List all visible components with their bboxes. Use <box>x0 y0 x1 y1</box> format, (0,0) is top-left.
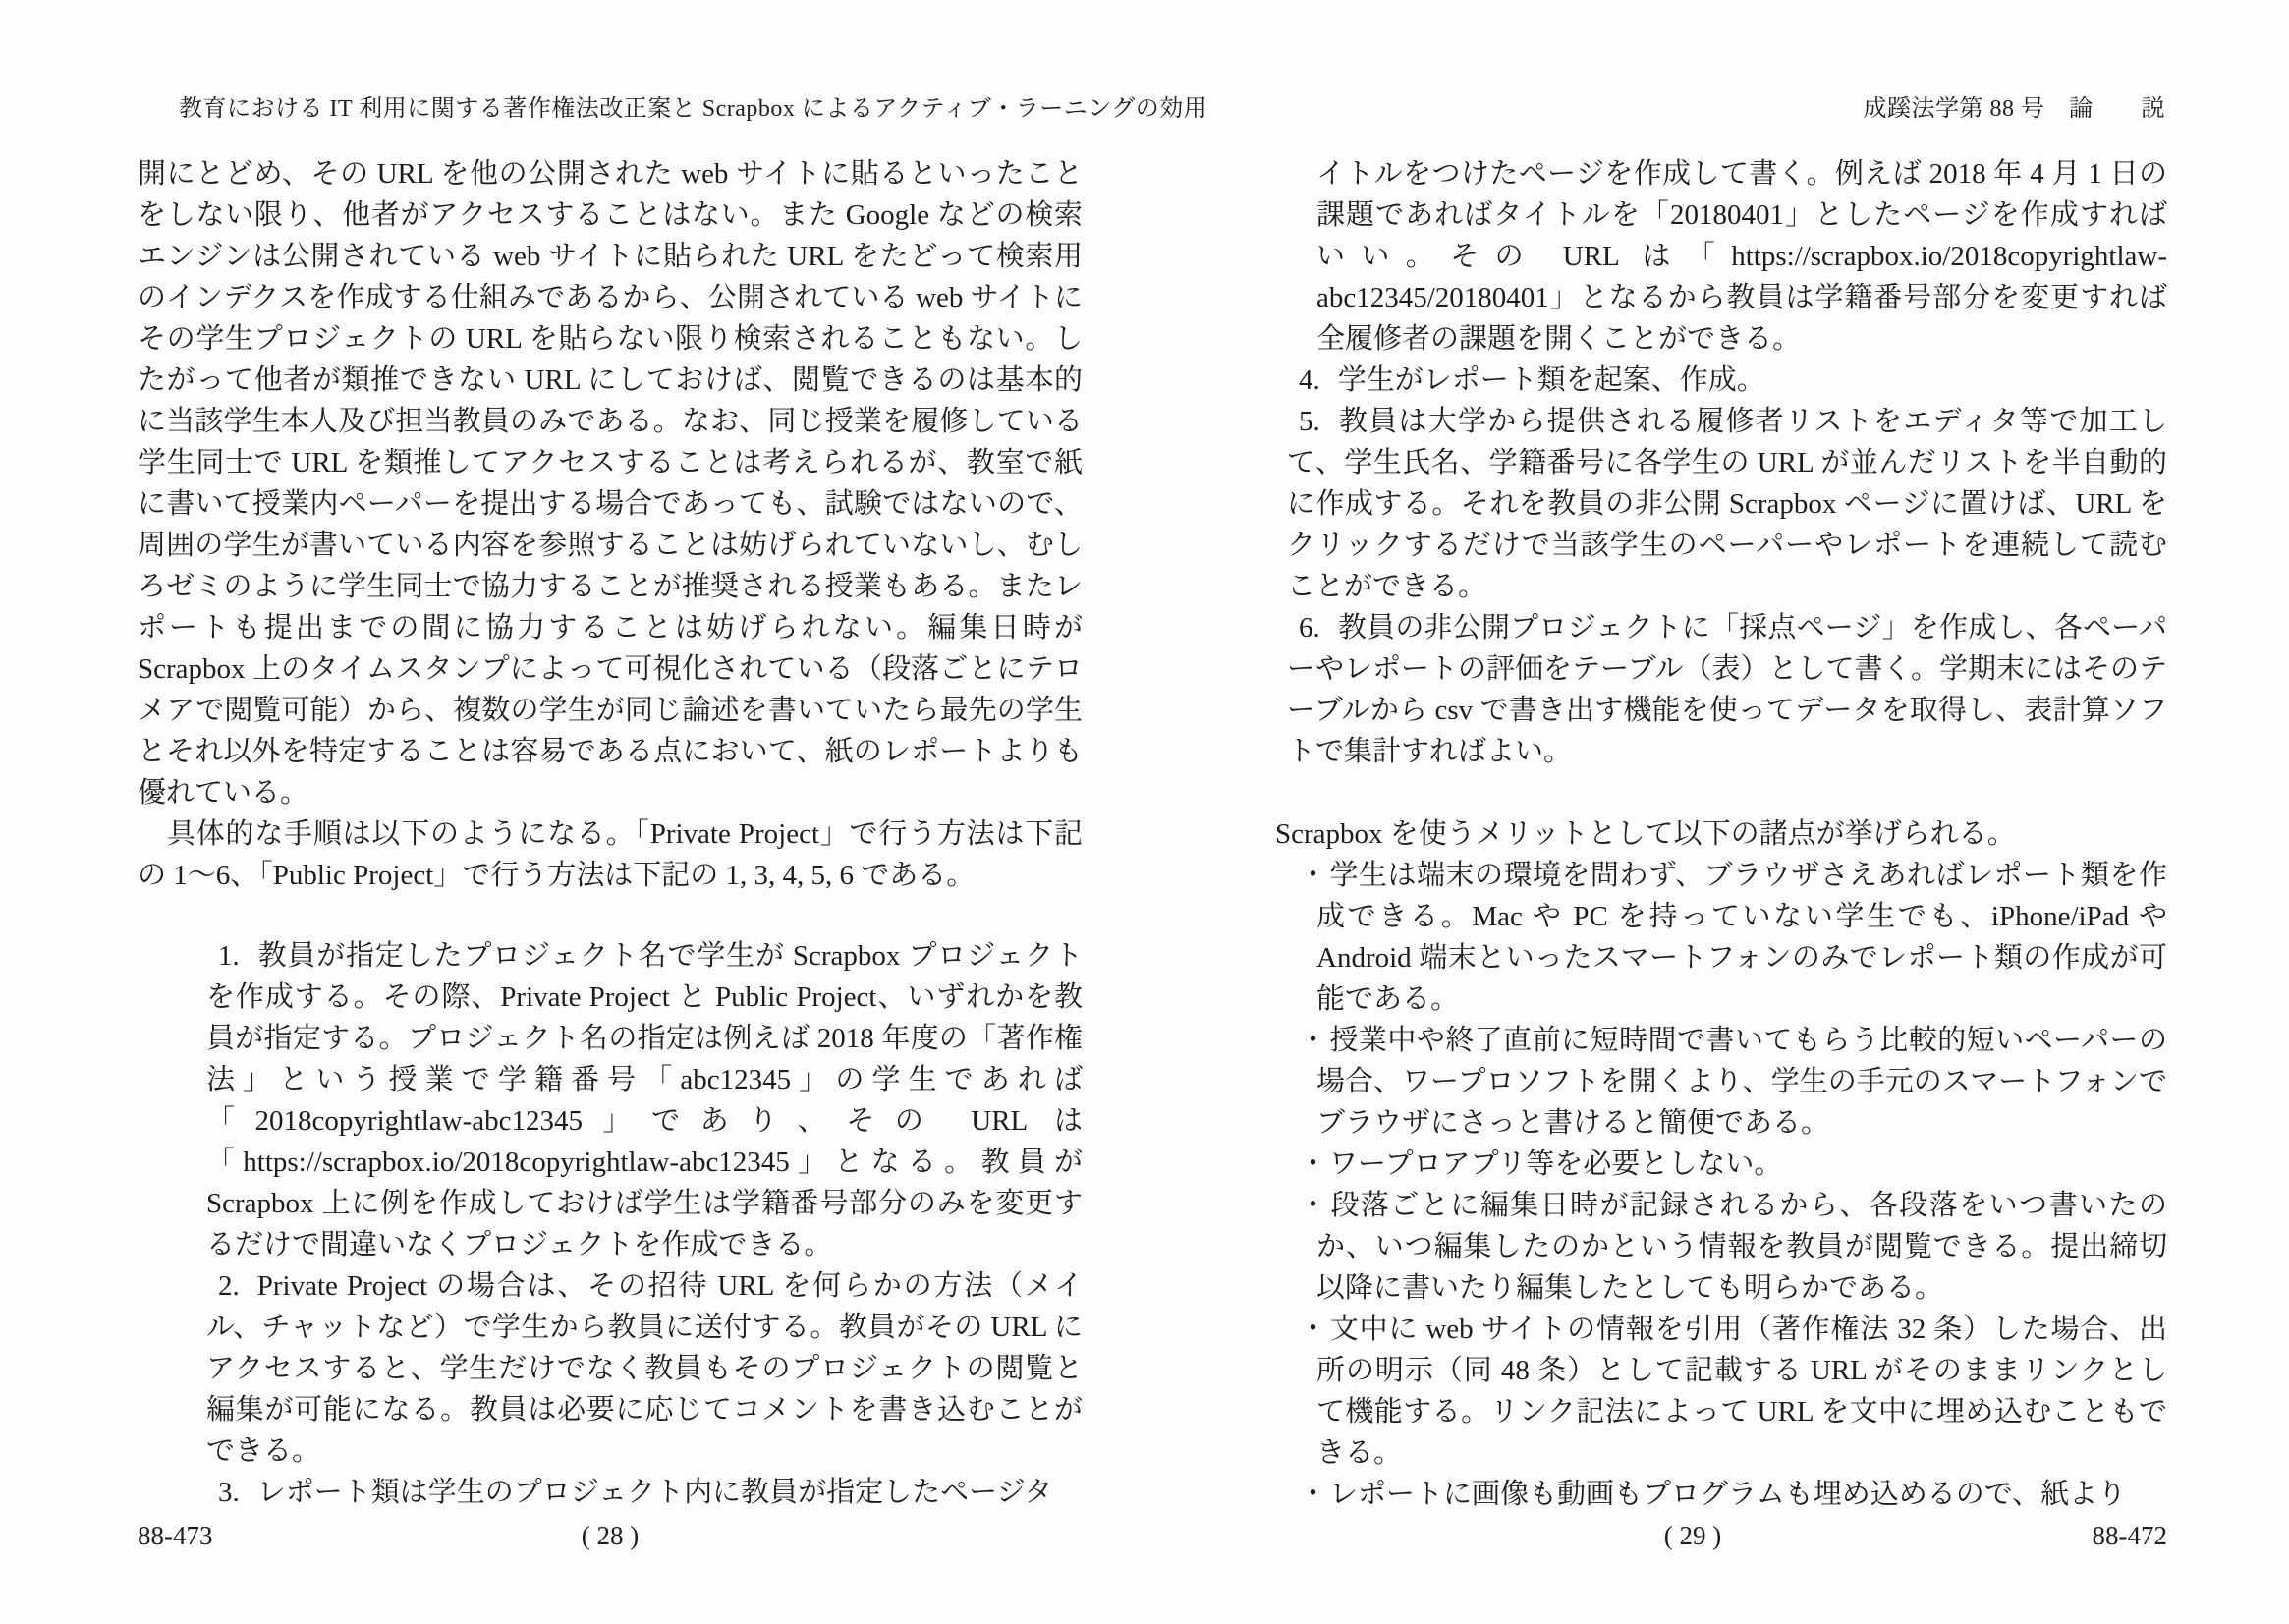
list-item-text: レポート類は学生のプロジェクト内に教員が指定したページタ <box>256 1477 1053 1508</box>
list-number: 6. <box>1299 612 1320 644</box>
right-page-footer <box>1218 1516 2167 1555</box>
list-item <box>206 935 1083 1265</box>
article-number: 88-473 <box>138 1521 213 1550</box>
left-page <box>138 0 1208 1624</box>
list-number: 3. <box>218 1477 240 1508</box>
list-item-text: 学生がレポート類を起案、作成。 <box>1337 364 1765 396</box>
merit-bullet-list <box>1218 855 2167 1515</box>
list-number: 1. <box>218 940 240 972</box>
list-item <box>1287 360 2167 401</box>
bullet-text: レポートに画像も動画もプログラムも埋め込めるので、紙より <box>1329 1479 2127 1510</box>
bullet-marker: ・ <box>1299 1025 1328 1056</box>
right-running-head: 成蹊法学第 88 号 論 説 <box>1863 96 2165 122</box>
bullet-text: 授業中や終了直前に短時間で書いてもらう比較的短いペーパーの場合、ワープロソフトを開くより、学生の手元のスマートフォンでブラウザにさっと書けると簡便である。 <box>1316 1025 2167 1139</box>
list-item <box>206 1265 1083 1472</box>
procedure-list-continued <box>1218 360 2167 772</box>
list-item-text: 教員の非公開プロジェクトに「採点ページ」を作成し、各ペーパーやレポートの評価をテーブル（表）として書く。学期末にはそのテーブルから csv で書き出す機能を使ってデータを取得し、表計算ソフトで集計すればよい。 <box>1287 612 2167 767</box>
left-body-text <box>138 153 1083 1513</box>
list-item <box>1287 607 2167 772</box>
paragraph-merits-intro: Scrapbox を使うメリットとして以下の諸点が挙げられる。 <box>1275 818 2016 850</box>
list-item-continuation: イトルをつけたページを作成して書く。例えば 2018 年 4 月 1 日の課題であればタイトルを「20180401」としたページを作成すればいい。その URL は「https://scrapbox.io/2018copyrightlaw-abc12345/20180401」となるから教員は学籍番号部分を変更すれば全履修者の課題を開くことができる。 <box>1316 158 2167 355</box>
bullet-text: 学生は端末の環境を問わず、ブラウザさえあればレポート類を作成できる。Mac や PC を持っていない学生でも、iPhone/iPad や Android 端末といったスマートフォンのみでレポート類の作成が可能である。 <box>1316 860 2167 1015</box>
bullet-item <box>1299 1020 2167 1144</box>
article-number: 88-472 <box>2092 1521 2167 1550</box>
bullet-item <box>1299 855 2167 1020</box>
paragraph-procedure-intro: 具体的な手順は以下のようになる。「Private Project」で行う方法は下記の 1～6、「Public Project」で行う方法は下記の 1, 3, 4, 5, 6 である。 <box>138 818 1083 891</box>
bullet-marker: ・ <box>1299 1148 1328 1180</box>
bullet-marker: ・ <box>1299 860 1328 891</box>
list-number: 4. <box>1299 364 1320 396</box>
procedure-list <box>138 935 1083 1513</box>
left-page-footer <box>138 1516 1083 1555</box>
right-page <box>1218 0 2167 1624</box>
bullet-marker: ・ <box>1299 1479 1328 1510</box>
list-item-text: 教員は大学から提供される履修者リストをエディタ等で加工して、学生氏名、学籍番号に各学生の URL が並んだリストを半自動的に作成する。それを教員の非公開 Scrapbox ページに置けば、URL をクリックするだけで当該学生のペーパーやレポートを連続して読むことができる。 <box>1287 406 2167 602</box>
bullet-item <box>1299 1144 2167 1185</box>
list-item-text: 教員が指定したプロジェクト名で学生が Scrapbox プロジェクトを作成する。その際、Private Project と Public Project、いずれかを教員が指定する。プロジェクト名の指定は例えば 2018 年度の「著作権法」という授業で学籍番号「abc12345」の学生であれば「2018copyrightlaw-abc12345」であり、その URL は「https://scrapbox.io/2018copyrightlaw-abc12345」となる。教員が Scrapbox 上に例を作成しておけば学生は学籍番号部分のみを変更するだけで間違いなくプロジェクトを作成できる。 <box>206 940 1083 1260</box>
list-item <box>1287 401 2167 607</box>
page-number: ( 28 ) <box>581 1521 640 1550</box>
list-number: 5. <box>1299 406 1320 437</box>
page-number: ( 29 ) <box>1663 1521 1722 1550</box>
bullet-marker: ・ <box>1299 1314 1328 1345</box>
bullet-item <box>1299 1309 2167 1474</box>
paragraph-anonymity: 開にとどめ、その URL を他の公開された web サイトに貼るといったことをしない限り、他者がアクセスすることはない。また Google などの検索エンジンは公開されている web サイトに貼られた URL をたどって検索用のインデクスを作成する仕組みであるから、公開されている web サイトにその学生プロジェクトの URL を貼らない限り検索されることもない。したがって他者が類推できない URL にしておけば、閲覧できるのは基本的に当該学生本人及び担当教員のみである。なお、同じ授業を履修している学生同士で URL を類推してアクセスすることは考えられるが、教室で紙に書いて授業内ペーパーを提出する場合であっても、試験ではないので、周囲の学生が書いている内容を参照することは妨げられていないし、むしろゼミのように学生同士で協力することが推奨される授業もある。またレポートも提出までの間に協力することは妨げられない。編集日時が Scrapbox 上のタイムスタンプによって可視化されている（段落ごとにテロメアで閲覧可能）から、複数の学生が同じ論述を書いていたら最先の学生とそれ以外を特定することは容易である点において、紙のレポートよりも優れている。 <box>138 158 1083 809</box>
list-item-text: Private Project の場合は、その招待 URL を何らかの方法（メイル、チャットなど）で学生から教員に送付する。教員がその URL にアクセスすると、学生だけでなく教員もそのプロジェクトの閲覧と編集が可能になる。教員は必要に応じてコメントを書き込むことができる。 <box>206 1270 1083 1467</box>
bullet-item <box>1299 1474 2167 1515</box>
list-item <box>206 1472 1083 1513</box>
right-body-text <box>1218 153 2167 1515</box>
list-number: 2. <box>218 1270 240 1302</box>
left-running-head: 教育における IT 利用に関する著作権法改正案と Scrapbox によるアクティブ・ラーニングの効用 <box>179 96 1208 122</box>
bullet-item <box>1299 1185 2167 1309</box>
bullet-text: 文中に web サイトの情報を引用（著作権法 32 条）した場合、出所の明示（同 48 条）として記載する URL がそのままリンクとして機能する。リンク記法によって URL を文中に埋め込むこともできる。 <box>1316 1314 2167 1469</box>
bullet-text: 段落ごとに編集日時が記録されるから、各段落をいつ書いたのか、いつ編集したのかという情報を教員が閲覧できる。提出締切以降に書いたり編集したとしても明らかである。 <box>1316 1190 2167 1304</box>
bullet-text: ワープロアプリ等を必要としない。 <box>1329 1148 1783 1180</box>
bullet-marker: ・ <box>1299 1190 1329 1221</box>
